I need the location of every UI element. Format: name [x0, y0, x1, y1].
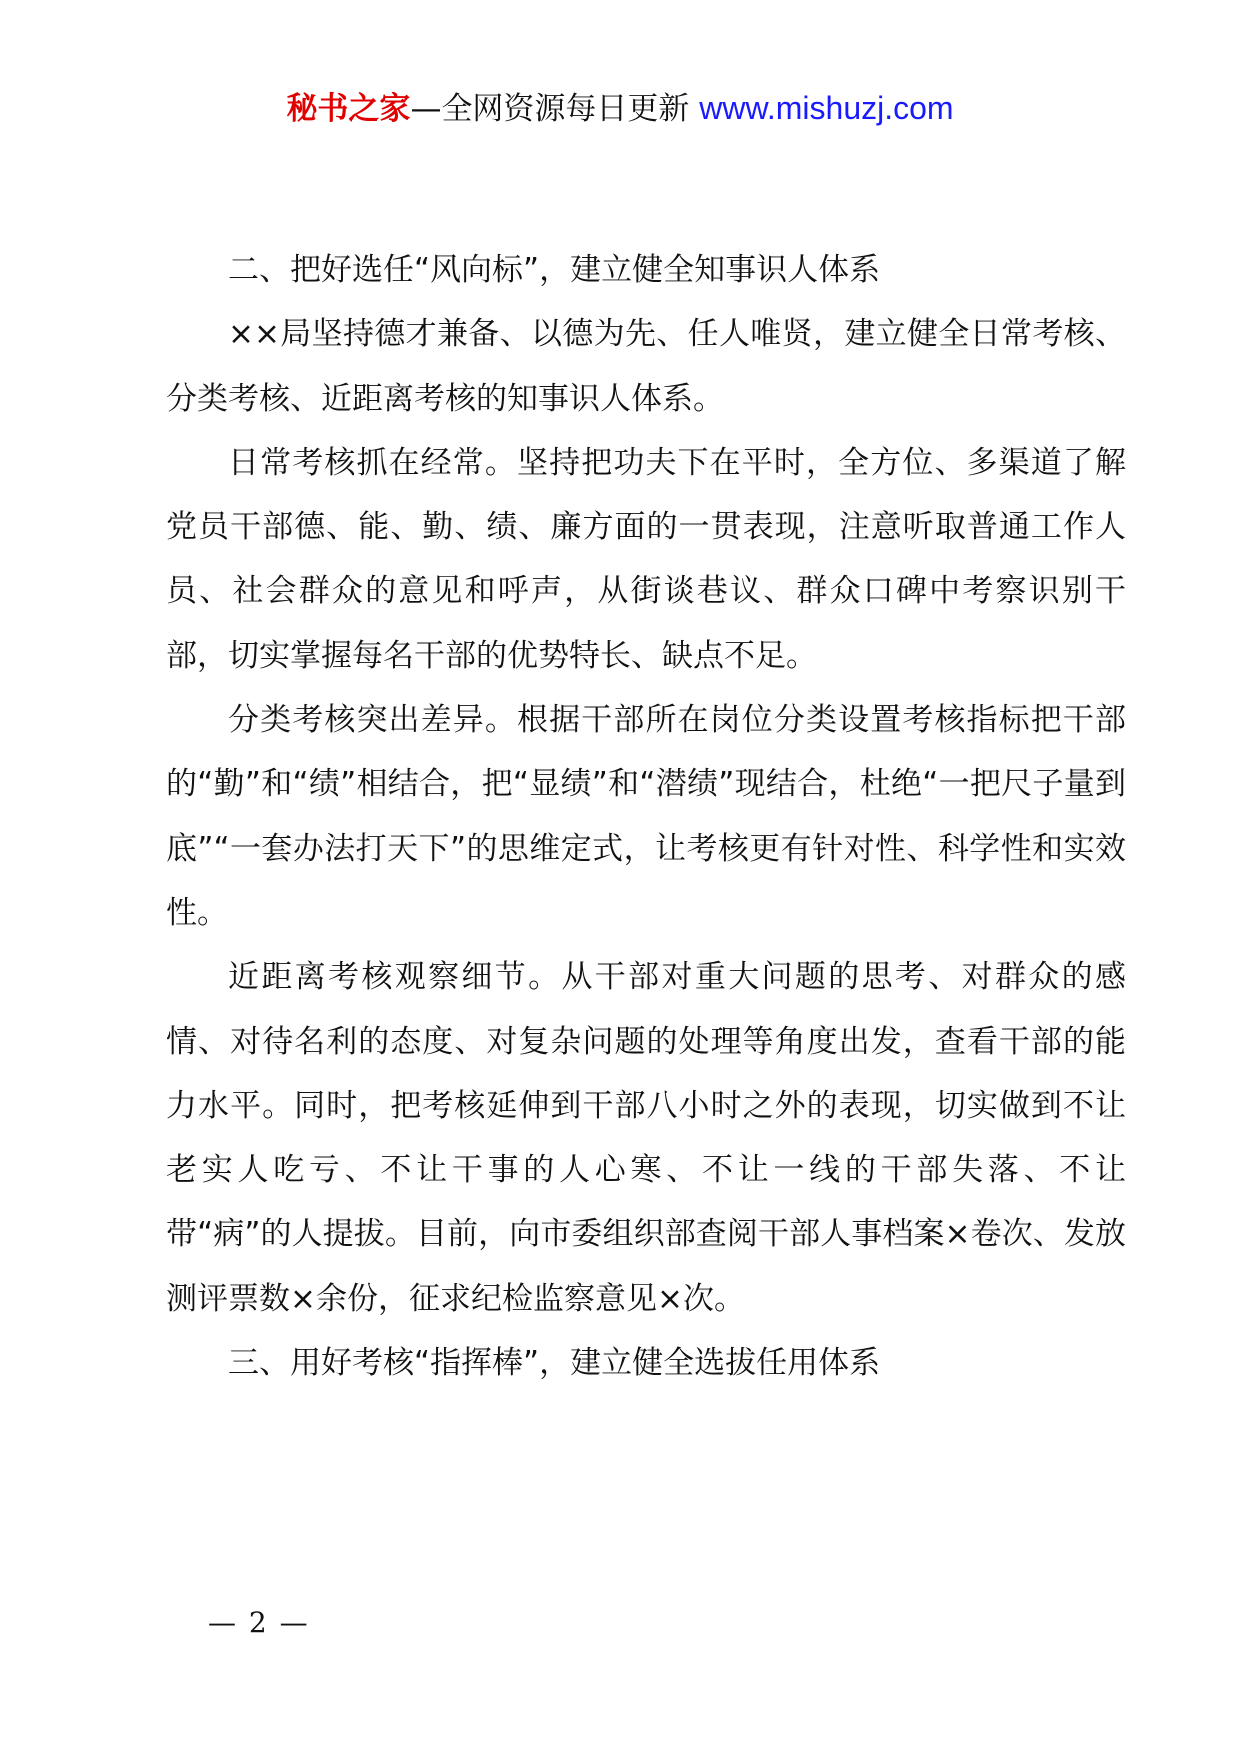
site-header — [0, 92, 1240, 125]
site-slogan: —全网资源每日更新 — [410, 91, 690, 127]
site-url-link[interactable]: www.mishuzj.com — [699, 90, 954, 126]
document-body — [166, 238, 1126, 1395]
section-heading-2: 二、把好选任“风向标”，建立健全知事识人体系 — [228, 252, 881, 288]
paragraph-close-assessment: 近距离考核观察细节。从干部对重大问题的思考、对群众的感情、对待名利的态度、对复杂问题的处理等角度出发，查看干部的能力水平。同时，把考核延伸到干部八小时之外的表现，切实做到不让老实人吃亏、不让干事的人心寒、不让一线的干部失落、不让带“病”的人提拔。目前，向市委组织部查阅干部人事档案×卷次、发放测评票数×余份，征求纪检监察意见×次。 — [166, 959, 1126, 1317]
paragraph-category-assessment: 分类考核突出差异。根据干部所在岗位分类设置考核指标把干部的“勤”和“绩”相结合，把“显绩”和“潜绩”现结合，杜绝“一把尺子量到底”“一套办法打天下”的思维定式，让考核更有针对性、科学性和实效性。 — [166, 702, 1126, 931]
paragraph-daily-assessment: 日常考核抓在经常。坚持把功夫下在平时，全方位、多渠道了解党员干部德、能、勤、绩、廉方面的一贯表现，注意听取普通工作人员、社会群众的意见和呼声，从街谈巷议、群众口碑中考察识别干部，切实掌握每名干部的优势特长、缺点不足。 — [166, 444, 1126, 674]
page-number: — 2 — — [208, 1606, 310, 1639]
paragraph-intro: ××局坚持德才兼备、以德为先、任人唯贤，建立健全日常考核、分类考核、近距离考核的知事识人体系。 — [166, 316, 1126, 417]
site-brand: 秘书之家 — [286, 91, 411, 127]
section-heading-3: 三、用好考核“指挥棒”，建立健全选拔任用体系 — [228, 1345, 881, 1382]
